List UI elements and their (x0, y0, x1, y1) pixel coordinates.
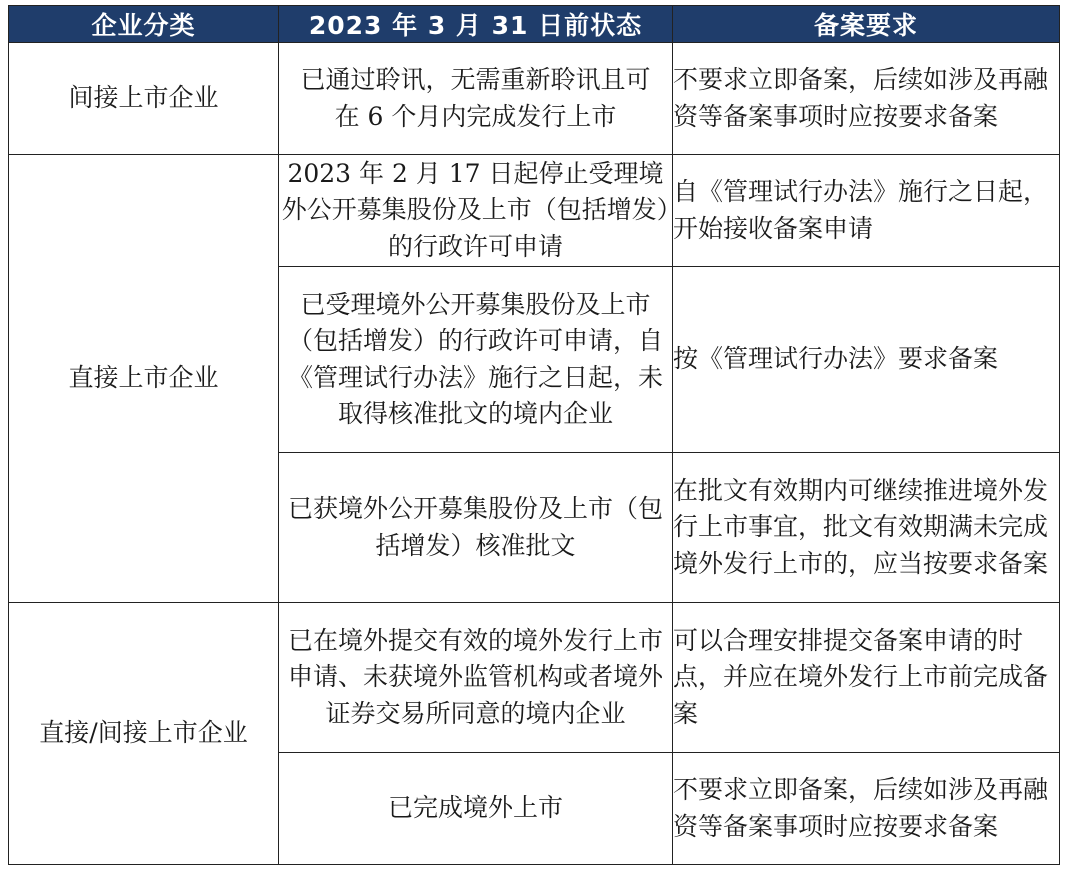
requirement-text: 可以合理安排提交备案申请的时点，并应在境外发行上市前完成备案 (673, 625, 1049, 728)
requirement-text: 按《管理试行办法》要求备案 (673, 344, 999, 374)
category-text: 直接/间接上市企业 (39, 718, 248, 748)
requirement-text: 不要求立即备案，后续如涉及再融资等备案事项时应按要求备案 (673, 775, 1049, 841)
requirement-cell (673, 753, 1060, 865)
category-cell (9, 603, 279, 865)
filing-requirements-table (8, 5, 1060, 865)
category-cell: 直接上市企业 (9, 155, 279, 603)
status-cell (279, 453, 673, 603)
status-text: 已在境外提交有效的境外发行上市申请、未获境外监管机构或者境外证券交易所同意的境内企业 (287, 625, 663, 728)
requirement-text: 自《管理试行办法》施行之日起，开始接收备案申请 (673, 177, 1049, 243)
requirement-cell (673, 603, 1060, 753)
status-text: 已受理境外公开募集股份及上市（包括增发）的行政许可申请，自《管理试行办法》施行之日起，未取得核准批文的境内企业 (287, 289, 663, 428)
status-cell (279, 753, 673, 865)
requirement-text: 不要求立即备案，后续如涉及再融资等备案事项时应按要求备案 (673, 65, 1049, 131)
table-header (9, 6, 1060, 43)
status-text: 已获境外公开募集股份及上市（包括增发）核准批文 (287, 494, 663, 560)
status-cell (279, 267, 673, 453)
header-status: 2023 年 3 月 31 日前状态 (279, 6, 673, 43)
table-row (9, 155, 1060, 267)
status-cell (279, 155, 673, 267)
requirement-text: 在批文有效期内可继续推进境外发行上市事宜，批文有效期满未完成境外发行上市的，应当按要求备案 (673, 475, 1049, 578)
table-row (9, 603, 1060, 753)
header-requirement: 备案要求 (673, 6, 1060, 43)
status-text: 已通过聆讯，无需重新聆讯且可在 6 个月内完成发行上市 (300, 65, 651, 131)
status-cell (279, 43, 673, 155)
requirement-cell (673, 155, 1060, 267)
status-text: 2023 年 2 月 17 日起停止受理境外公开募集股份及上市（包括增发）的行政许可申请 (281, 158, 670, 261)
header-row (9, 6, 1060, 43)
table-row (9, 43, 1060, 155)
header-category: 企业分类 (9, 6, 279, 43)
status-text: 已完成境外上市 (387, 793, 563, 823)
category-cell: 间接上市企业 (9, 43, 279, 155)
requirement-cell (673, 267, 1060, 453)
requirement-cell (673, 43, 1060, 155)
status-cell (279, 603, 673, 753)
requirement-cell (673, 453, 1060, 603)
